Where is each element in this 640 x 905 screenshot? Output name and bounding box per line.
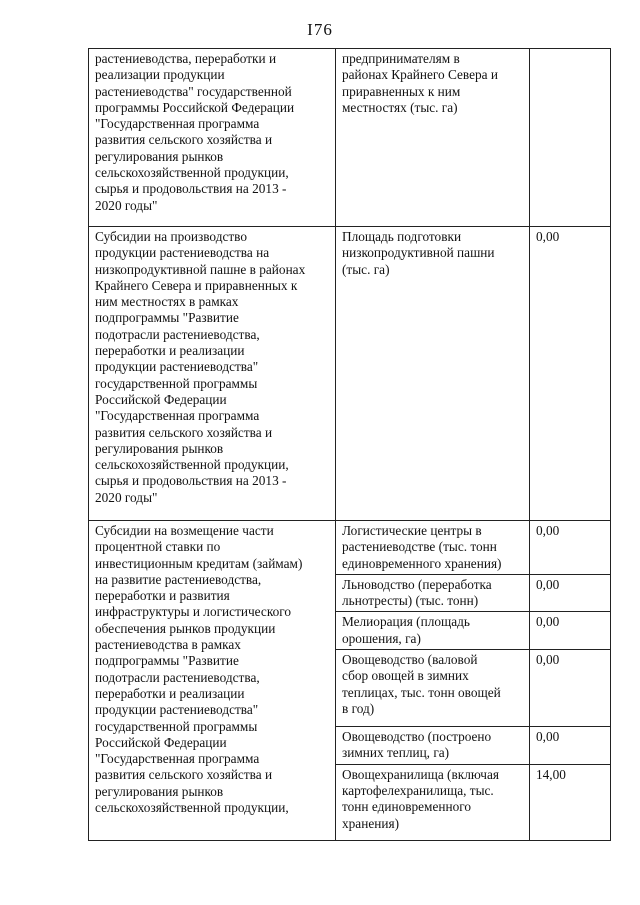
table-row [89, 49, 611, 227]
page-number: I76 [307, 20, 333, 39]
indicator-cell: Овощеводство (построено зимних теплиц, га) [336, 727, 530, 765]
indicator-cell: Льноводство (переработка льнотресты) (тыс. тонн) [336, 574, 530, 612]
value-cell: 0,00 [530, 650, 611, 727]
value-cell [530, 49, 611, 227]
value-cell: 0,00 [530, 574, 611, 612]
description-cell: Субсидии на возмещение части процентной ставки по инвестиционным кредитам (займам) на развитие растениеводства, переработки и развития инфраструктуры и логистического обеспечения рынков продукции растениеводства в рамках подпрограммы "Развитие подотрасли растениеводства, переработки и реализации продукции растениеводства" государственной программы Российской Федерации "Государственная программа развития сельского хозяйства и регулирования рынков сельскохозяйственной продукции, [89, 521, 336, 841]
value-cell: 14,00 [530, 764, 611, 840]
value-cell: 0,00 [530, 227, 611, 521]
value-cell: 0,00 [530, 727, 611, 765]
table-row [89, 521, 611, 575]
indicator-cell: Логистические центры в растениеводстве (тыс. тонн единовременного хранения) [336, 521, 530, 575]
description-cell: Субсидии на производство продукции растениеводства на низкопродуктивной пашне в районах Крайнего Севера и приравненных к ним местностях в рамках подпрограммы "Развитие подотрасли растениеводства, переработки и реализации продукции растениеводства" государственной программы Российской Федерации "Государственная программа развития сельского хозяйства и регулирования рынков сельскохозяйственной продукции, сырья и продовольствия на 2013 - 2020 годы" [89, 227, 336, 521]
indicator-cell: предпринимателям в районах Крайнего Севера и приравненных к ним местностях (тыс. га) [336, 49, 530, 227]
indicator-cell: Площадь подготовки низкопродуктивной пашни (тыс. га) [336, 227, 530, 521]
table-row [89, 227, 611, 521]
description-cell: растениеводства, переработки и реализации продукции растениеводства" государственной программы Российской Федерации "Государственная программа развития сельского хозяйства и регулирования рынков сельскохозяйственной продукции, сырья и продовольствия на 2013 - 2020 годы" [89, 49, 336, 227]
value-cell: 0,00 [530, 612, 611, 650]
value-cell: 0,00 [530, 521, 611, 575]
subsidy-table [88, 48, 611, 841]
indicator-cell: Овощехранилища (включая картофелехранилища, тыс. тонн единовременного хранения) [336, 764, 530, 840]
indicator-cell: Мелиорация (площадь орошения, га) [336, 612, 530, 650]
indicator-cell: Овощеводство (валовой сбор овощей в зимних теплицах, тыс. тонн овощей в год) [336, 650, 530, 727]
